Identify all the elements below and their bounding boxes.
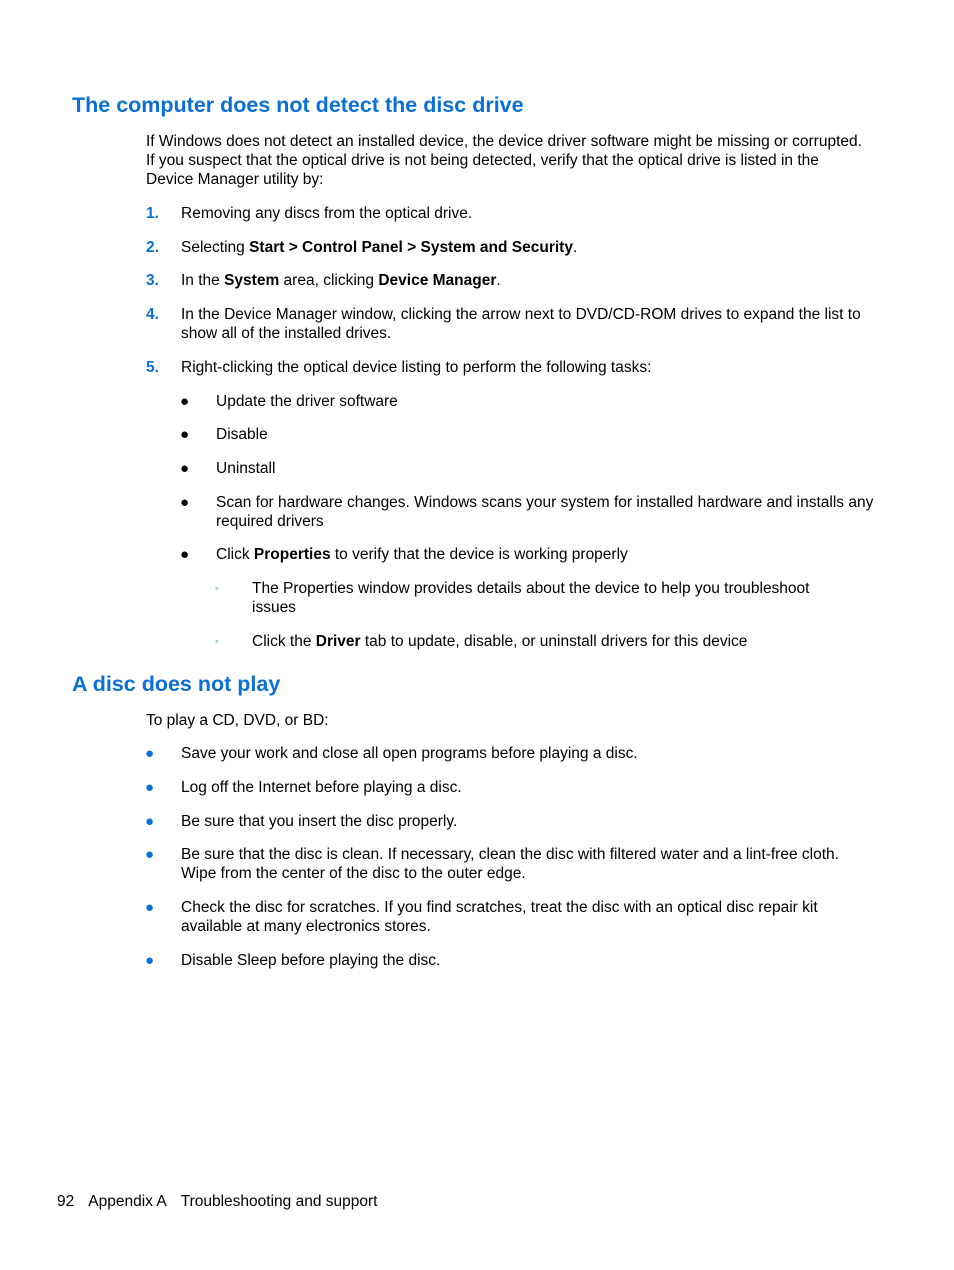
bullet-icon: ● (180, 460, 190, 477)
list-item: Disable Sleep before playing the disc. (181, 952, 441, 969)
driver-label: Driver (315, 633, 361, 650)
footer-title: Troubleshooting and support (180, 1193, 378, 1210)
task-text: Disable (216, 426, 268, 443)
task-text: Uninstall (216, 460, 276, 477)
subtask-text: Click the Driver tab to update, disable, or uninstall drivers for this device (252, 633, 748, 650)
sub-bullet-icon: ◦ (215, 583, 219, 595)
section-heading-disc-drive-not-detected: The computer does not detect the disc drive (72, 93, 524, 117)
properties-label: Properties (253, 546, 331, 563)
step-text: Right-clicking the optical device listing to perform the following tasks: (181, 359, 652, 376)
task-text: Click Properties to verify that the device is working properly (216, 546, 628, 563)
section1-intro: If Windows does not detect an installed device, the device driver software might be missing or corrupted. If you suspect that the optical drive is not being detected, verify that the optical drive is listed in the Device Manager utility by: (146, 133, 862, 188)
step-text: Selecting Start > Control Panel > System and Security. (181, 239, 578, 256)
bullet-icon: ● (180, 393, 190, 410)
sub-bullet-icon: ◦ (215, 636, 219, 648)
bullet-icon: ● (180, 426, 190, 443)
step-text: Removing any discs from the optical drive. (181, 205, 473, 222)
bullet-icon: ● (145, 952, 155, 969)
step-number: 2. (146, 239, 159, 256)
task-text: Update the driver software (216, 393, 398, 410)
list-item: Be sure that the disc is clean. If necessary, clean the disc with filtered water and a lint-free cloth. Wipe from the center of the disc to the outer edge. (181, 846, 839, 882)
list-item: Be sure that you insert the disc properly. (181, 813, 458, 830)
step-number: 1. (146, 205, 159, 222)
bullet-icon: ● (145, 899, 155, 916)
page-number: 92 (57, 1193, 75, 1210)
bullet-icon: ● (145, 846, 155, 863)
section2-intro: To play a CD, DVD, or BD: (146, 712, 329, 729)
device-manager-label: Device Manager (378, 272, 497, 289)
section-heading-disc-does-not-play: A disc does not play (72, 672, 281, 696)
list-item: Check the disc for scratches. If you find scratches, treat the disc with an optical disc repair kit available at many electronics stores. (181, 899, 818, 935)
bullet-icon: ● (145, 779, 155, 796)
bullet-icon: ● (145, 745, 155, 762)
system-label: System (224, 272, 280, 289)
task-text: Scan for hardware changes. Windows scans your system for installed hardware and installs any required drivers (216, 494, 874, 530)
menu-path: Start > Control Panel > System and Security (249, 239, 573, 256)
list-item: Save your work and close all open programs before playing a disc. (181, 745, 638, 762)
bullet-icon: ● (180, 546, 190, 563)
step-text: In the Device Manager window, clicking the arrow next to DVD/CD-ROM drives to expand the list to show all of the installed drives. (181, 306, 861, 342)
step-number: 5. (146, 359, 159, 376)
step-number: 3. (146, 272, 159, 289)
step-text: In the System area, clicking Device Manager. (181, 272, 501, 289)
step-number: 4. (146, 306, 159, 323)
footer-section: Appendix A (88, 1193, 167, 1210)
list-item: Log off the Internet before playing a disc. (181, 779, 462, 796)
bullet-icon: ● (145, 813, 155, 830)
bullet-icon: ● (180, 494, 190, 511)
subtask-text: The Properties window provides details about the device to help you troubleshoot issues (252, 580, 810, 616)
page-footer (57, 1192, 377, 1211)
